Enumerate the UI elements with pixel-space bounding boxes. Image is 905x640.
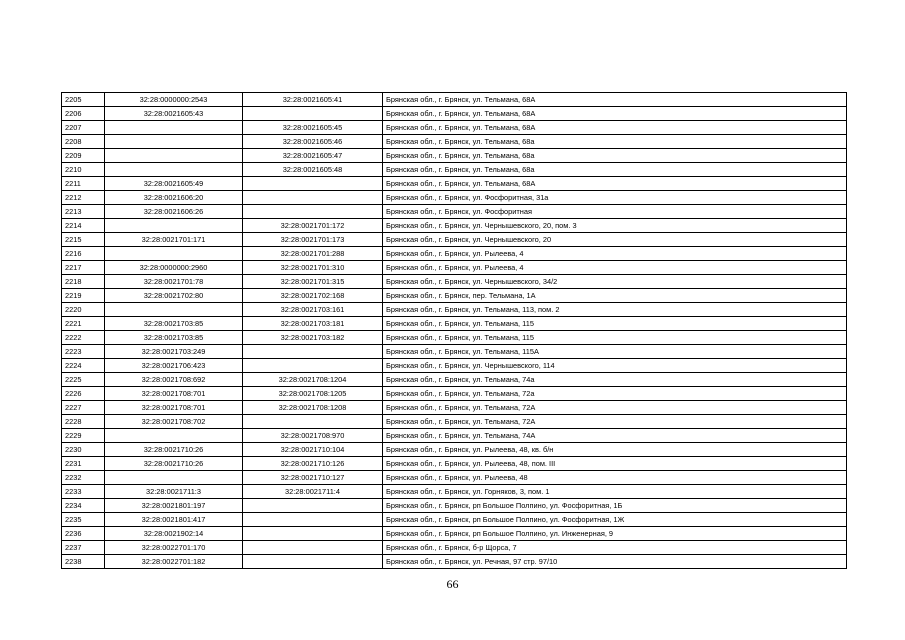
building-cadastral-number-cell bbox=[243, 359, 383, 373]
row-number-cell: 2226 bbox=[62, 387, 105, 401]
registry-table-body bbox=[62, 93, 847, 569]
address-cell: Брянская обл., г. Брянск, ул. Горняков, 3, пом. 1 bbox=[383, 485, 847, 499]
row-number-cell: 2231 bbox=[62, 457, 105, 471]
table-row bbox=[62, 149, 847, 163]
building-cadastral-number-cell: 32:28:0021605:46 bbox=[243, 135, 383, 149]
building-cadastral-number-cell: 32:28:0021703:161 bbox=[243, 303, 383, 317]
row-number-cell: 2205 bbox=[62, 93, 105, 107]
land-cadastral-number-cell: 32:28:0021703:85 bbox=[105, 317, 243, 331]
address-cell: Брянская обл., г. Брянск, пер. Тельмана, 1А bbox=[383, 289, 847, 303]
building-cadastral-number-cell: 32:28:0021701:315 bbox=[243, 275, 383, 289]
table-row bbox=[62, 177, 847, 191]
row-number-cell: 2225 bbox=[62, 373, 105, 387]
address-cell: Брянская обл., г. Брянск, ул. Тельмана, 72а bbox=[383, 387, 847, 401]
building-cadastral-number-cell: 32:28:0021710:104 bbox=[243, 443, 383, 457]
table-row bbox=[62, 387, 847, 401]
row-number-cell: 2230 bbox=[62, 443, 105, 457]
address-cell: Брянская обл., г. Брянск, ул. Тельмана, 115А bbox=[383, 345, 847, 359]
land-cadastral-number-cell: 32:28:0021710:26 bbox=[105, 443, 243, 457]
row-number-cell: 2233 bbox=[62, 485, 105, 499]
land-cadastral-number-cell bbox=[105, 303, 243, 317]
row-number-cell: 2236 bbox=[62, 527, 105, 541]
land-cadastral-number-cell: 32:28:0022701:170 bbox=[105, 541, 243, 555]
row-number-cell: 2219 bbox=[62, 289, 105, 303]
address-cell: Брянская обл., г. Брянск, ул. Тельмана, 68А bbox=[383, 177, 847, 191]
table-row bbox=[62, 415, 847, 429]
land-cadastral-number-cell: 32:28:0021605:43 bbox=[105, 107, 243, 121]
address-cell: Брянская обл., г. Брянск, ул. Рылеева, 48, кв. б/н bbox=[383, 443, 847, 457]
row-number-cell: 2216 bbox=[62, 247, 105, 261]
table-row bbox=[62, 107, 847, 121]
table-row bbox=[62, 471, 847, 485]
table-row bbox=[62, 345, 847, 359]
table-row bbox=[62, 93, 847, 107]
table-row bbox=[62, 135, 847, 149]
address-cell: Брянская обл., г. Брянск, рп Большое Полпино, ул. Фосфоритная, 1Б bbox=[383, 499, 847, 513]
table-row bbox=[62, 219, 847, 233]
address-cell: Брянская обл., г. Брянск, рп Большое Полпино, ул. Инженерная, 9 bbox=[383, 527, 847, 541]
land-cadastral-number-cell: 32:28:0021706:423 bbox=[105, 359, 243, 373]
address-cell: Брянская обл., г. Брянск, ул. Чернышевского, 20 bbox=[383, 233, 847, 247]
building-cadastral-number-cell bbox=[243, 177, 383, 191]
building-cadastral-number-cell bbox=[243, 555, 383, 569]
land-cadastral-number-cell bbox=[105, 247, 243, 261]
table-row bbox=[62, 443, 847, 457]
land-cadastral-number-cell: 32:28:0021801:417 bbox=[105, 513, 243, 527]
land-cadastral-number-cell: 32:28:0021711:3 bbox=[105, 485, 243, 499]
row-number-cell: 2208 bbox=[62, 135, 105, 149]
land-cadastral-number-cell: 32:28:0000000:2543 bbox=[105, 93, 243, 107]
building-cadastral-number-cell: 32:28:0021605:47 bbox=[243, 149, 383, 163]
land-cadastral-number-cell: 32:28:0021708:701 bbox=[105, 387, 243, 401]
address-cell: Брянская обл., г. Брянск, ул. Тельмана, 115 bbox=[383, 331, 847, 345]
land-cadastral-number-cell: 32:28:0021708:702 bbox=[105, 415, 243, 429]
building-cadastral-number-cell bbox=[243, 415, 383, 429]
row-number-cell: 2210 bbox=[62, 163, 105, 177]
row-number-cell: 2217 bbox=[62, 261, 105, 275]
address-cell: Брянская обл., г. Брянск, ул. Тельмана, 68А bbox=[383, 121, 847, 135]
row-number-cell: 2209 bbox=[62, 149, 105, 163]
land-cadastral-number-cell bbox=[105, 121, 243, 135]
building-cadastral-number-cell: 32:28:0021605:41 bbox=[243, 93, 383, 107]
building-cadastral-number-cell: 32:28:0021708:970 bbox=[243, 429, 383, 443]
land-cadastral-number-cell: 32:28:0021703:249 bbox=[105, 345, 243, 359]
row-number-cell: 2235 bbox=[62, 513, 105, 527]
building-cadastral-number-cell: 32:28:0021708:1204 bbox=[243, 373, 383, 387]
building-cadastral-number-cell: 32:28:0021708:1208 bbox=[243, 401, 383, 415]
registry-table bbox=[61, 92, 847, 569]
building-cadastral-number-cell bbox=[243, 191, 383, 205]
land-cadastral-number-cell: 32:28:0021801:197 bbox=[105, 499, 243, 513]
building-cadastral-number-cell bbox=[243, 527, 383, 541]
row-number-cell: 2229 bbox=[62, 429, 105, 443]
land-cadastral-number-cell: 32:28:0021701:171 bbox=[105, 233, 243, 247]
building-cadastral-number-cell: 32:28:0021701:310 bbox=[243, 261, 383, 275]
land-cadastral-number-cell bbox=[105, 429, 243, 443]
row-number-cell: 2220 bbox=[62, 303, 105, 317]
row-number-cell: 2214 bbox=[62, 219, 105, 233]
table-row bbox=[62, 429, 847, 443]
building-cadastral-number-cell: 32:28:0021711:4 bbox=[243, 485, 383, 499]
table-row bbox=[62, 373, 847, 387]
address-cell: Брянская обл., г. Брянск, ул. Тельмана, 115 bbox=[383, 317, 847, 331]
land-cadastral-number-cell: 32:28:0022701:182 bbox=[105, 555, 243, 569]
table-row bbox=[62, 485, 847, 499]
row-number-cell: 2234 bbox=[62, 499, 105, 513]
row-number-cell: 2221 bbox=[62, 317, 105, 331]
address-cell: Брянская обл., г. Брянск, ул. Тельмана, 74а bbox=[383, 373, 847, 387]
table-row bbox=[62, 205, 847, 219]
address-cell: Брянская обл., г. Брянск, ул. Фосфоритная bbox=[383, 205, 847, 219]
address-cell: Брянская обл., г. Брянск, ул. Тельмана, 68а bbox=[383, 149, 847, 163]
table-row bbox=[62, 163, 847, 177]
land-cadastral-number-cell: 32:28:0021710:26 bbox=[105, 457, 243, 471]
address-cell: Брянская обл., г. Брянск, ул. Тельмана, 72А bbox=[383, 415, 847, 429]
land-cadastral-number-cell: 32:28:0000000:2960 bbox=[105, 261, 243, 275]
address-cell: Брянская обл., г. Брянск, ул. Тельмана, 74А bbox=[383, 429, 847, 443]
building-cadastral-number-cell: 32:28:0021605:48 bbox=[243, 163, 383, 177]
land-cadastral-number-cell bbox=[105, 135, 243, 149]
table-row bbox=[62, 233, 847, 247]
table-row bbox=[62, 289, 847, 303]
address-cell: Брянская обл., г. Брянск, ул. Тельмана, 68а bbox=[383, 163, 847, 177]
address-cell: Брянская обл., г. Брянск, б-р Щорса, 7 bbox=[383, 541, 847, 555]
address-cell: Брянская обл., г. Брянск, ул. Фосфоритная, 31а bbox=[383, 191, 847, 205]
land-cadastral-number-cell: 32:28:0021606:26 bbox=[105, 205, 243, 219]
page-number: 66 bbox=[446, 577, 459, 591]
row-number-cell: 2232 bbox=[62, 471, 105, 485]
row-number-cell: 2206 bbox=[62, 107, 105, 121]
address-cell: Брянская обл., г. Брянск, рп Большое Полпино, ул. Фосфоритная, 1Ж bbox=[383, 513, 847, 527]
building-cadastral-number-cell: 32:28:0021701:288 bbox=[243, 247, 383, 261]
table-row bbox=[62, 121, 847, 135]
address-cell: Брянская обл., г. Брянск, ул. Рылеева, 48 bbox=[383, 471, 847, 485]
address-cell: Брянская обл., г. Брянск, ул. Речная, 97 стр. 97/10 bbox=[383, 555, 847, 569]
row-number-cell: 2211 bbox=[62, 177, 105, 191]
address-cell: Брянская обл., г. Брянск, ул. Чернышевского, 34/2 bbox=[383, 275, 847, 289]
land-cadastral-number-cell: 32:28:0021708:692 bbox=[105, 373, 243, 387]
address-cell: Брянская обл., г. Брянск, ул. Тельмана, 68А bbox=[383, 93, 847, 107]
address-cell: Брянская обл., г. Брянск, ул. Тельмана, 68А bbox=[383, 107, 847, 121]
row-number-cell: 2237 bbox=[62, 541, 105, 555]
row-number-cell: 2223 bbox=[62, 345, 105, 359]
building-cadastral-number-cell bbox=[243, 107, 383, 121]
building-cadastral-number-cell: 32:28:0021703:182 bbox=[243, 331, 383, 345]
building-cadastral-number-cell bbox=[243, 345, 383, 359]
row-number-cell: 2228 bbox=[62, 415, 105, 429]
land-cadastral-number-cell: 32:28:0021708:701 bbox=[105, 401, 243, 415]
land-cadastral-number-cell bbox=[105, 149, 243, 163]
row-number-cell: 2215 bbox=[62, 233, 105, 247]
table-row bbox=[62, 275, 847, 289]
address-cell: Брянская обл., г. Брянск, ул. Чернышевского, 114 bbox=[383, 359, 847, 373]
row-number-cell: 2212 bbox=[62, 191, 105, 205]
table-row bbox=[62, 499, 847, 513]
land-cadastral-number-cell bbox=[105, 471, 243, 485]
land-cadastral-number-cell bbox=[105, 219, 243, 233]
building-cadastral-number-cell: 32:28:0021703:181 bbox=[243, 317, 383, 331]
table-row bbox=[62, 457, 847, 471]
building-cadastral-number-cell: 32:28:0021605:45 bbox=[243, 121, 383, 135]
table-row bbox=[62, 541, 847, 555]
table-row bbox=[62, 555, 847, 569]
row-number-cell: 2227 bbox=[62, 401, 105, 415]
building-cadastral-number-cell bbox=[243, 205, 383, 219]
table-row bbox=[62, 191, 847, 205]
address-cell: Брянская обл., г. Брянск, ул. Чернышевского, 20, пом. 3 bbox=[383, 219, 847, 233]
table-row bbox=[62, 261, 847, 275]
address-cell: Брянская обл., г. Брянск, ул. Рылеева, 4 bbox=[383, 247, 847, 261]
row-number-cell: 2224 bbox=[62, 359, 105, 373]
building-cadastral-number-cell: 32:28:0021701:173 bbox=[243, 233, 383, 247]
land-cadastral-number-cell: 32:28:0021902:14 bbox=[105, 527, 243, 541]
address-cell: Брянская обл., г. Брянск, ул. Рылеева, 4 bbox=[383, 261, 847, 275]
building-cadastral-number-cell bbox=[243, 541, 383, 555]
table-row bbox=[62, 303, 847, 317]
address-cell: Брянская обл., г. Брянск, ул. Рылеева, 48, пом. III bbox=[383, 457, 847, 471]
table-row bbox=[62, 359, 847, 373]
table-row bbox=[62, 331, 847, 345]
table-row bbox=[62, 401, 847, 415]
table-row bbox=[62, 527, 847, 541]
land-cadastral-number-cell: 32:28:0021702:80 bbox=[105, 289, 243, 303]
land-cadastral-number-cell bbox=[105, 163, 243, 177]
land-cadastral-number-cell: 32:28:0021701:78 bbox=[105, 275, 243, 289]
table-row bbox=[62, 247, 847, 261]
building-cadastral-number-cell: 32:28:0021710:126 bbox=[243, 457, 383, 471]
address-cell: Брянская обл., г. Брянск, ул. Тельмана, 72А bbox=[383, 401, 847, 415]
building-cadastral-number-cell: 32:28:0021702:168 bbox=[243, 289, 383, 303]
address-cell: Брянская обл., г. Брянск, ул. Тельмана, 113, пом. 2 bbox=[383, 303, 847, 317]
table-row bbox=[62, 317, 847, 331]
row-number-cell: 2238 bbox=[62, 555, 105, 569]
row-number-cell: 2222 bbox=[62, 331, 105, 345]
address-cell: Брянская обл., г. Брянск, ул. Тельмана, 68а bbox=[383, 135, 847, 149]
building-cadastral-number-cell: 32:28:0021710:127 bbox=[243, 471, 383, 485]
row-number-cell: 2218 bbox=[62, 275, 105, 289]
building-cadastral-number-cell bbox=[243, 499, 383, 513]
building-cadastral-number-cell: 32:28:0021701:172 bbox=[243, 219, 383, 233]
row-number-cell: 2213 bbox=[62, 205, 105, 219]
building-cadastral-number-cell: 32:28:0021708:1205 bbox=[243, 387, 383, 401]
building-cadastral-number-cell bbox=[243, 513, 383, 527]
land-cadastral-number-cell: 32:28:0021703:85 bbox=[105, 331, 243, 345]
land-cadastral-number-cell: 32:28:0021605:49 bbox=[105, 177, 243, 191]
table-row bbox=[62, 513, 847, 527]
land-cadastral-number-cell: 32:28:0021606:20 bbox=[105, 191, 243, 205]
row-number-cell: 2207 bbox=[62, 121, 105, 135]
